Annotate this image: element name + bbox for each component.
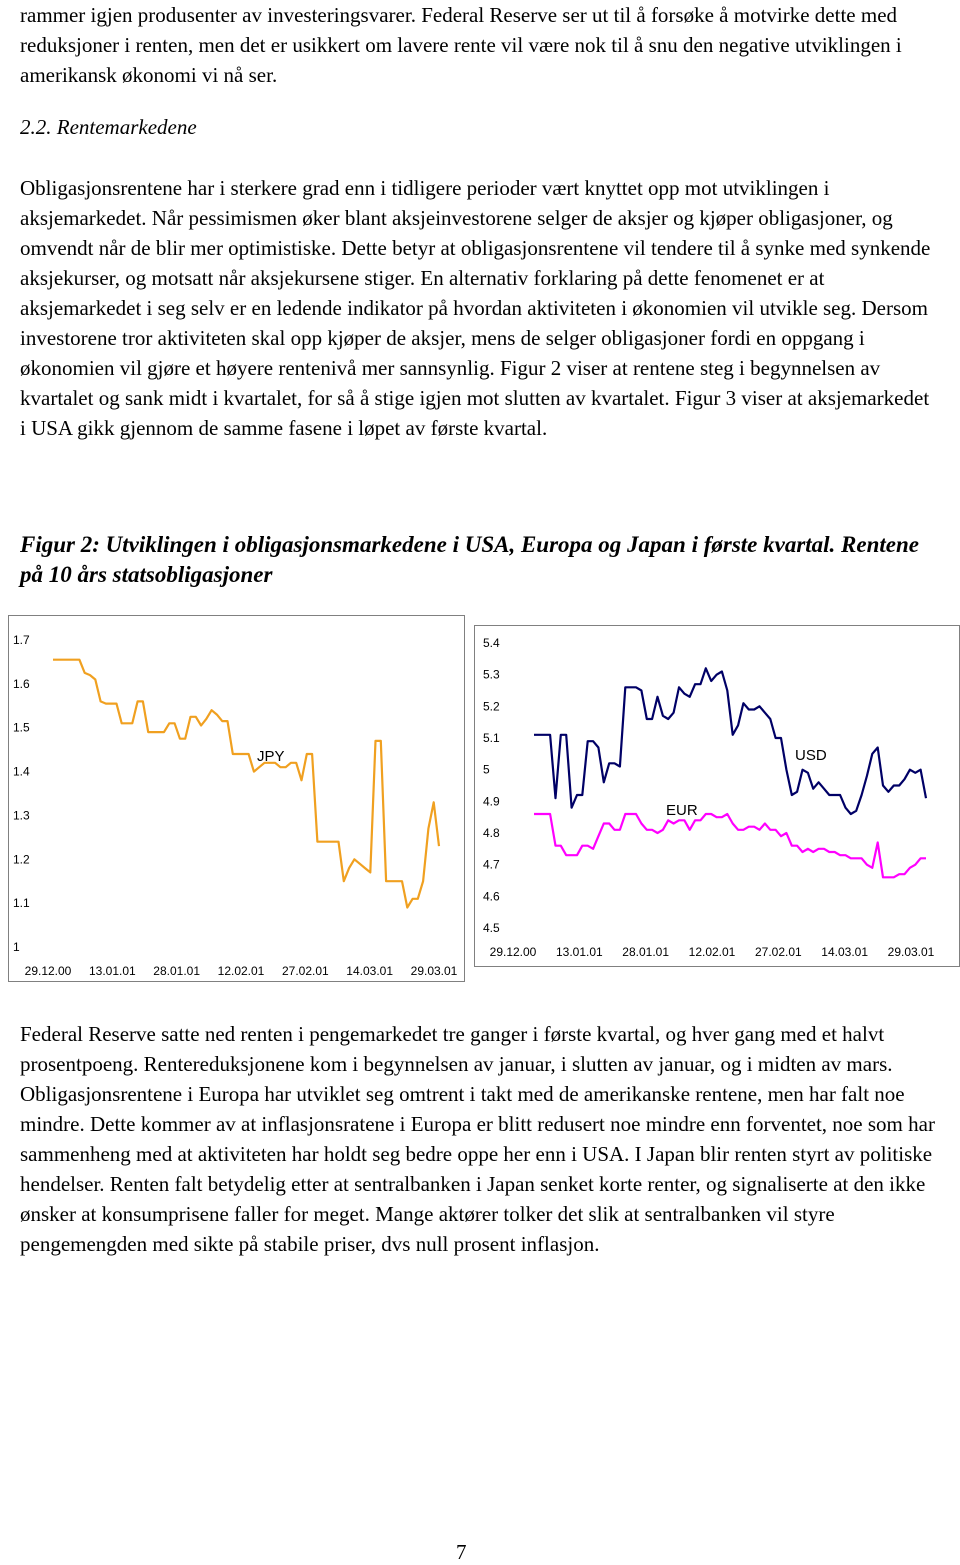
- section-heading: 2.2. Rentemarkedene: [20, 115, 197, 139]
- series-line-eur: [534, 814, 926, 877]
- y-tick-label: 5.4: [483, 636, 500, 650]
- body-paragraph-rentemarkedene: Obligasjonsrentene har i sterkere grad enn i tidligere perioder vært knyttet opp mot utviklingen i aksjemarkedet. Når pessimismen øker blant aksjeinvestorene selger de aksjer og kjøper obligasjoner, og omvendt når de blir mer optimistiske. Dette betyr at obligasjonsrentene vil tendere til å synke med synkende aksjekurser, og motsatt når aksjekursene stiger. En alternativ forklaring på dette fenomenet er at aksjemarkedet i seg selv er en ledende indikator på hvordan aktiviteten i økonomien vil utvikle seg. Dersom investorene tror aktiviteten skal opp kjøper de aksjer, mens de selger obligasjoner fordi en oppgang i økonomien vil gjøre et høyere rentenivå mer sannsynlig. Figur 2 viser at rentene steg i begynnelsen av kvartalet og sank midt i kvartalet, for så å stige igjen mot slutten av kvartalet. Figur 3 viser at aksjemarkedet i USA gikk gjennom de samme fasene i løpet av første kvartal.: [20, 176, 931, 440]
- y-tick-label: 4.7: [483, 857, 500, 872]
- x-tick-label: 27.02.01: [754, 945, 802, 959]
- x-tick-label: 28.01.01: [622, 945, 670, 959]
- x-tick-label: 12.02.01: [688, 945, 736, 959]
- y-tick-label: 4.6: [483, 889, 500, 904]
- y-tick-label: 4.8: [483, 826, 500, 840]
- x-tick-label: 13.01.01: [88, 964, 136, 978]
- y-tick-label: 1: [13, 940, 20, 954]
- usd-eur-chart-svg: [475, 626, 959, 966]
- x-tick-label: 27.02.01: [281, 964, 329, 978]
- jpy-chart-svg: [9, 616, 464, 981]
- x-tick-label: 29.03.01: [887, 945, 935, 959]
- y-tick-label: 4.5: [483, 921, 500, 935]
- x-tick-label: 28.01.01: [153, 964, 201, 978]
- x-tick-label: 14.03.01: [821, 945, 869, 959]
- series-label-eur: EUR: [666, 802, 698, 819]
- x-tick-label: 14.03.01: [346, 964, 394, 978]
- y-tick-label: 1.5: [13, 720, 30, 735]
- x-tick-label: 29.03.01: [410, 964, 458, 978]
- x-tick-label: 29.12.00: [489, 945, 537, 959]
- y-tick-label: 5: [483, 762, 490, 777]
- body-paragraph-federal-reserve: Federal Reserve satte ned renten i pengemarkedet tre ganger i første kvartal, og hver gang med et halvt prosentpoeng. Rentereduksjonene kom i begynnelsen av januar, i slutten av januar, og i midten av mars. Obligasjonsrentene i Europa har utviklet seg omtrent i takt med de amerikanske rentene, men har falt noe mindre. Dette kommer av at inflasjonsratene i Europa er blitt redusert noe mindre enn forventet, noe som har sammenheng med at aktiviteten har holdt seg bedre oppe her enn i USA. I Japan blir renten styrt av politiske hendelser. Renten falt betydelig etter at sentralbanken i Japan senket korte renter, og signaliserte at den ikke ønsker at konsumprisene faller for meget. Mange aktører tolker det slik at sentralbanken vil styre pengemengden med sikte på stabile priser, dvs null prosent inflasjon.: [20, 1022, 935, 1256]
- x-tick-label: 12.02.01: [217, 964, 265, 978]
- y-tick-label: 1.3: [13, 808, 30, 823]
- series-line-usd: [534, 668, 926, 814]
- y-tick-label: 1.1: [13, 896, 30, 911]
- x-tick-label: 13.01.01: [555, 945, 603, 959]
- usd-eur-chart: [474, 625, 960, 967]
- series-line-jpy: [53, 660, 439, 908]
- y-tick-label: 4.9: [483, 794, 500, 809]
- y-tick-label: 5.3: [483, 667, 500, 682]
- y-tick-label: 1.7: [13, 633, 30, 647]
- series-label-jpy: JPY: [257, 748, 285, 765]
- figure-caption: Figur 2: Utviklingen i obligasjonsmarkedene i USA, Europa og Japan i første kvartal. Rentene på 10 års statsobligasjoner: [20, 532, 919, 587]
- x-tick-label: 29.12.00: [24, 964, 72, 978]
- page-number: 7: [456, 1540, 467, 1564]
- y-tick-label: 1.6: [13, 676, 30, 691]
- y-tick-label: 1.4: [13, 764, 30, 779]
- series-label-usd: USD: [795, 747, 827, 764]
- jpy-chart: [8, 615, 465, 982]
- y-tick-label: 5.1: [483, 731, 500, 745]
- intro-paragraph: rammer igjen produsenter av investeringsvarer. Federal Reserve ser ut til å forsøke å motvirke dette med reduksjoner i renten, men det er usikkert om lavere rente vil være nok til å snu den negative utviklingen i amerikansk økonomi vi nå ser.: [20, 3, 902, 87]
- y-tick-label: 5.2: [483, 699, 500, 714]
- y-tick-label: 1.2: [13, 852, 30, 867]
